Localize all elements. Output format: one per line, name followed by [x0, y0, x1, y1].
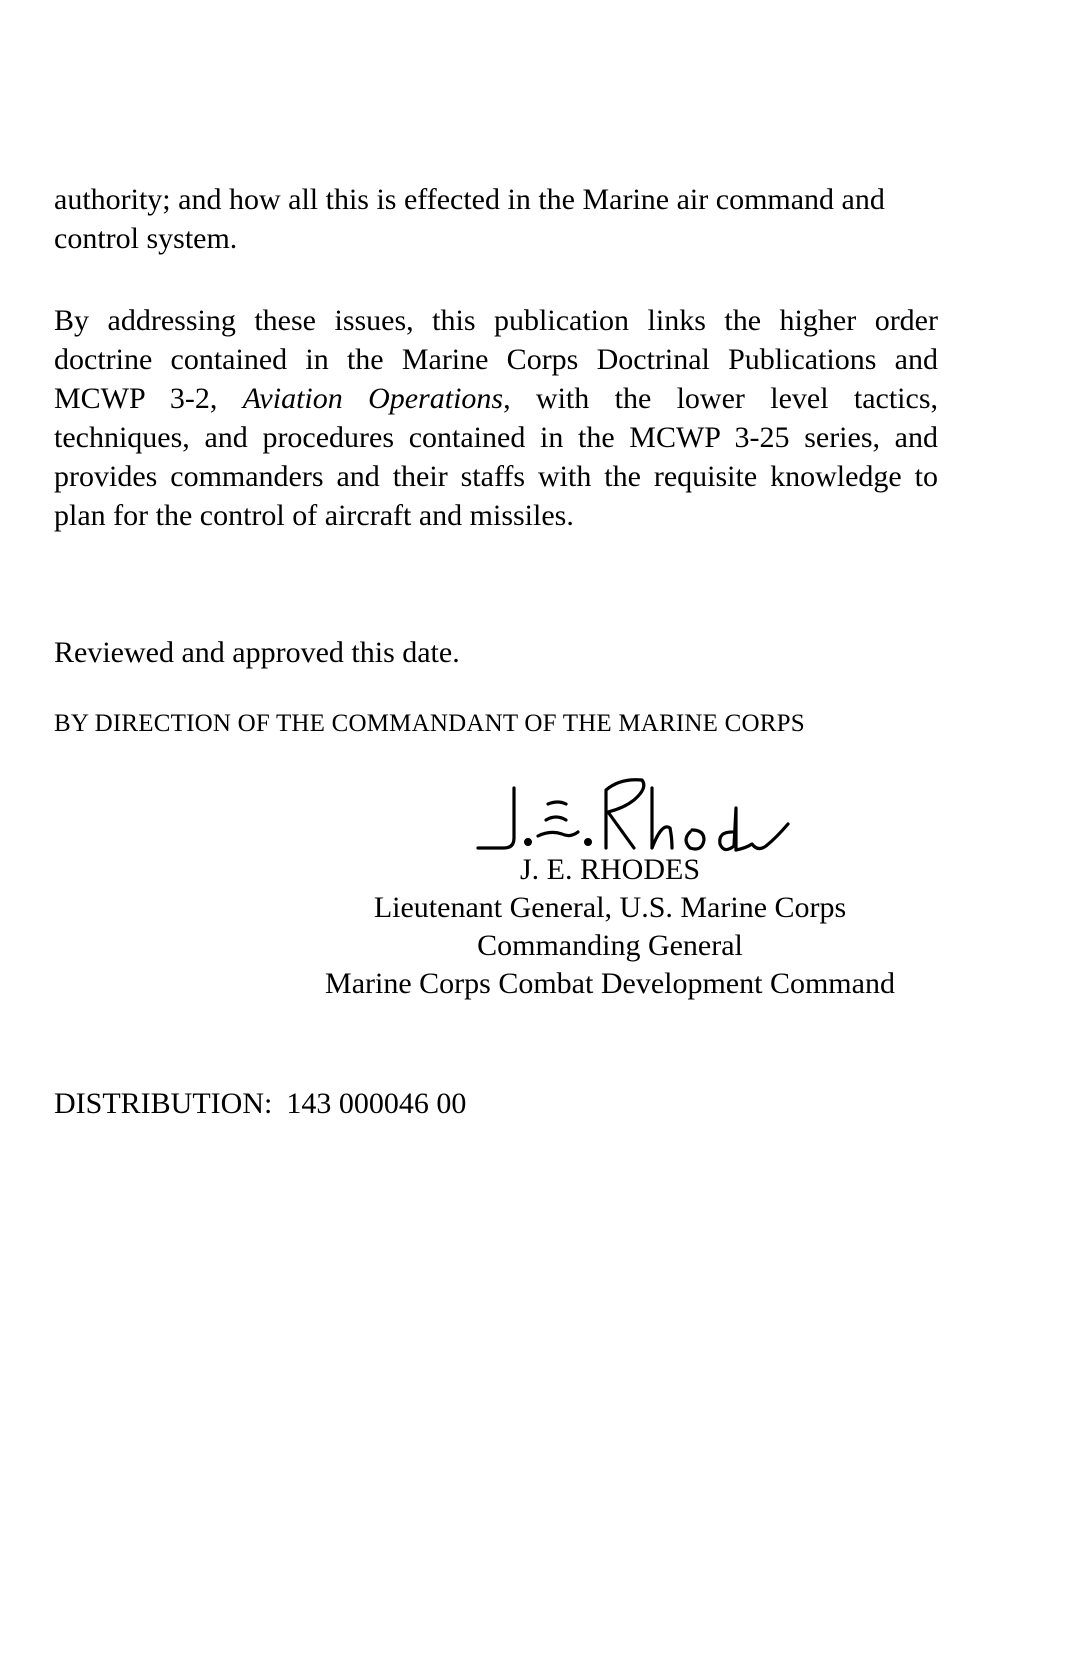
publication-title: Aviation Operations	[242, 382, 504, 415]
signature-block	[280, 851, 940, 1003]
signatory-command: Marine Corps Combat Development Command	[325, 967, 895, 1000]
distribution-code: 143 000046 00	[286, 1087, 467, 1120]
handwritten-signature	[470, 768, 790, 864]
paragraph-closing-sentence: authority; and how all this is effected in the Marine air command and control system.	[54, 183, 885, 255]
distribution-label: DISTRIBUTION:	[54, 1087, 273, 1120]
approval-statement: Reviewed and approved this date.	[54, 636, 460, 669]
signatory-position: Commanding General	[477, 929, 743, 962]
distribution-line	[54, 1085, 466, 1123]
signatory-rank: Lieutenant General, U.S. Marine Corps	[373, 891, 847, 924]
signatory-name: J. E. RHODES	[519, 853, 700, 886]
direction-line: BY DIRECTION OF THE COMMANDANT OF THE MARINE CORPS	[54, 710, 805, 737]
paragraph-purpose-text-end: , with the lower level tactics, techniques, and procedures contained in the MCWP 3-25 series, and provides commanders and their staffs with the requisite knowledge to plan for the control of aircraft and missiles.	[54, 382, 939, 532]
paragraph-purpose-text-start: By addressing these issues, this publication links the higher order doctrine contained in the Marine Corps Doctrinal Publications and MCWP 3-2,	[54, 304, 938, 415]
paragraph-purpose	[54, 301, 938, 535]
